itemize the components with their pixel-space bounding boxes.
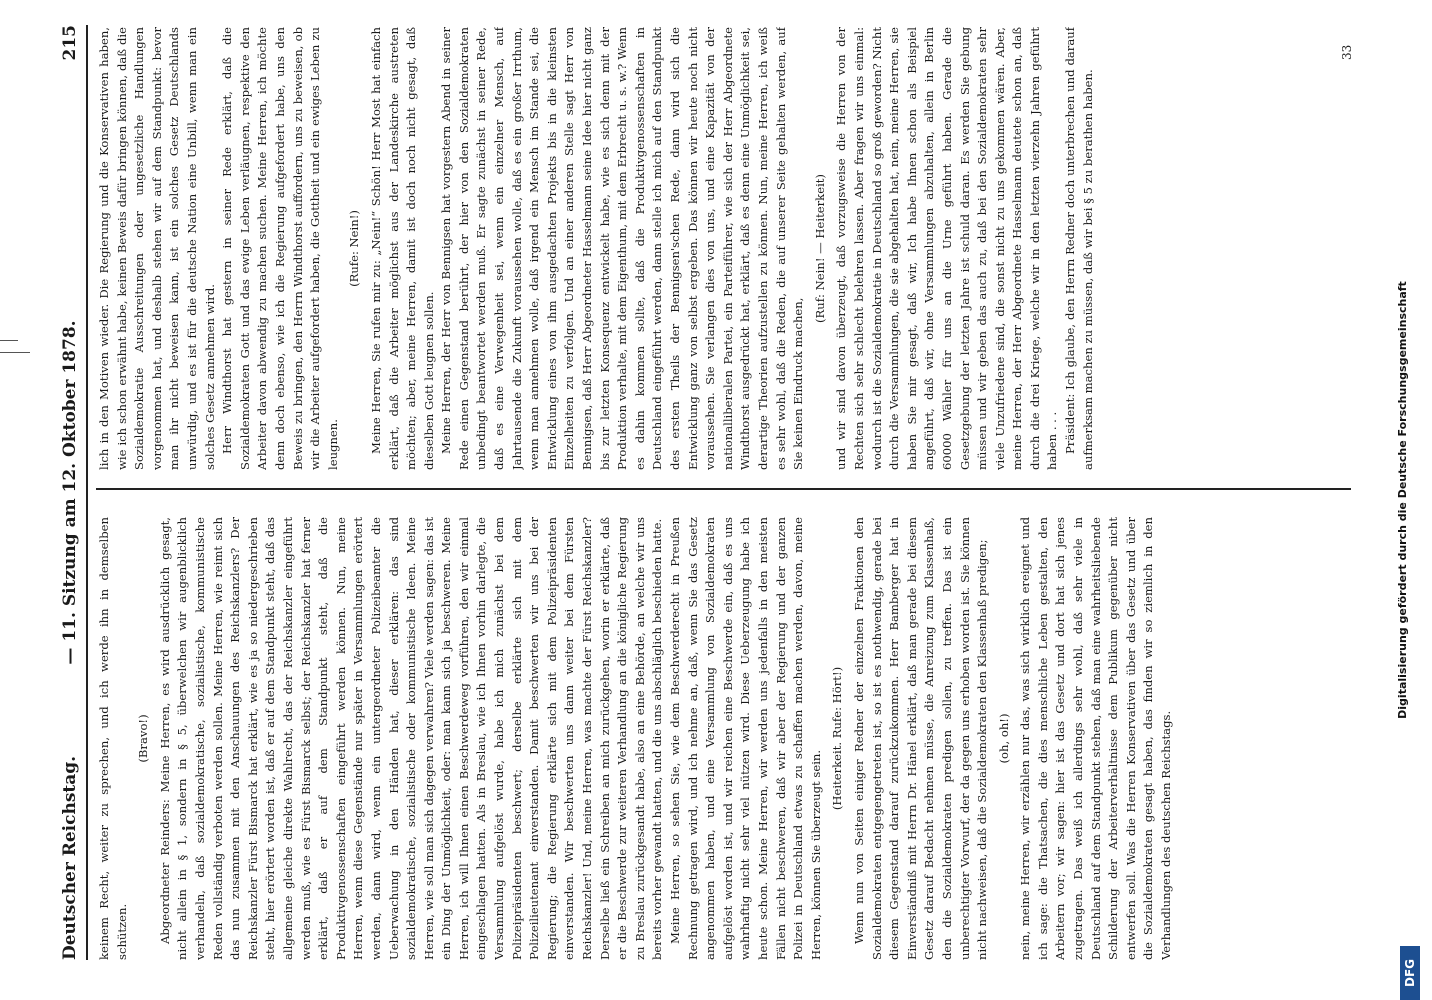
column-divider [96, 488, 1351, 490]
dfg-logo: DFG [1400, 946, 1420, 1000]
paragraph: keinem Recht, weiter zu sprechen, und ich werde ihn in demselben schützen. [97, 517, 129, 960]
signature-mark: 33 [1340, 44, 1354, 60]
digitization-notice [1388, 0, 1418, 1000]
paragraph: lich in den Motiven wieder. Die Regierung und die Konservativen haben, wie ich schon erwähnt habe, keinen Beweis dafür bringen können, daß die Sozialdemokratie Ausschreitungen oder ungesetzliche Handlungen vorgenommen hat, und deshalb stehen wir auf dem Standpunkt: bevor man ihr nicht beweisen kann, ist ein solches Gesetz Deutschlands unwürdig, und es ist für die deutsche Nation eine Unbill, wenn man ein solches Gesetz annehmen wird. [97, 27, 217, 470]
running-head-session: — 11. Sitzung am 12. Oktober 1878. [60, 320, 80, 665]
interjection: (oh, oh!) [996, 713, 1011, 764]
interjection: (Heiterkeit. Rufe: Hört!) [830, 666, 845, 811]
page-number: 215 [60, 25, 80, 61]
paragraph: Wenn nun von Seiten einiger Redner der einzelnen Fraktionen den Sozialdemokraten entgegengetreten ist, so ist es nothwendig, gerade bei diesem Gegenstand darauf zurückzukommen. Herr Bamberger hat in Einverständniß mit Herrn Dr. Hänel erklärt, daß man gerade bei diesem Gesetz darauf Bedacht nehmen müsse, die Anreizung zum Klassenhaß, den die Sozialdemokraten predigen sollen, zu treffen. Das ist ein unberechtigter Vorwurf, der da gegen uns erhoben worden ist. Sie können nicht nachweisen, daß die Sozialdemokraten den Klassenhaß predigen; [851, 517, 990, 960]
page-header [52, 25, 88, 960]
interjection: (Rufe: Nein!) [347, 210, 362, 287]
interjection: (Bravo!) [136, 714, 151, 763]
paragraph: Meine Herren, der Herr von Bennigsen hat vorgestern Abend in seiner Rede einen Gegenstand berührt, der hier von den Sozialdemokraten unbedingt beantwortet werden muß. Er sagte zunächst in seiner Rede, daß es eine Verwegenheit sei, wenn ein einzelner Mensch, auf Jahrtausende die Zukunft voraussehen wolle, daß es ein großer Irrthum, wenn man annehmen wolle, daß irgend ein Mensch im Stande sei, die Entwicklung eines von ihm ausgedachten Projekts bis in die kleinsten Einzelheiten zu verfolgen. Und an einer anderen Stelle sagt Herr von Bennigsen, daß Herr Abgeordneter Hasselmann seine Idee hier nicht ganz bis zur letzten Konsequenz entwickelt habe, wie es sich denn mit der Produktion verhalte, mit dem Eigenthum, mit dem Erbrecht u. s. w.? Wenn es dahin kommen sollte, daß die Produktivgenossenschaften in Deutschland eingeführt werden, dann stelle ich mich auf den Standpunkt des ersten Theils der Bennigsen'schen Rede, dann wird sich die Entwicklung ganz von selbst ergeben. Das können wir heute noch nicht voraussehen. Sie verlangen dies von uns, und eine Kapazität von der nationalliberalen Partei, ein Parteiführer, wie sich der Herr Abgeordnete Windthorst ausgedrückt hat, erklärt, daß es denn eine Unmöglichkeit sei, derartige Theorien aufzustellen zu können. Nun, meine Herren, ich weiß es sehr wohl, daß die Reden, die auf unserer Seite gehalten werden, auf Sie keinen Eindruck machen, [439, 27, 806, 470]
scan-edge-mark [0, 340, 18, 341]
scan-edge-mark [0, 352, 30, 353]
text-column-left [96, 517, 1351, 960]
paragraph: Abgeordneter Reinders: Meine Herren, es wird ausdrücklich gesagt, nicht allein in § 1, sondern in § 5, überwelchen wir augenblicklich verhandeln, daß sozialdemokratische, sozialistische, kommunistische Reden vollständig verboten werden sollen. Meine Herren, wie reimt sich das nun zusammen mit den Anschauungen des Reichskanzlers? Der Reichskanzler Fürst Bismarck hat erklärt, wie es ja so niedergeschrieben steht, hier erörtert worden ist, daß er auf dem Standpunkt steht, daß das allgemeine gleiche direkte Wahlrecht, das der Reichskanzler eingeführt werden muß, wie es Fürst Bismarck selbst; der Reichskanzler hat ferner erklärt, daß er auf dem Standpunkt steht, daß die Produktivgenossenschaften eingeführt werden können. Nun, meine Herren, wenn diese Gegenstände nur später in Versammlungen erörtert werden, dann wird, wenn ein untergeordneter Polizeibeamter die Ueberwachung in den Händen hat, dieser erklären: das sind sozialdemokratische, sozialistische oder kommunistische Ideen. Meine Herren, wie soll man sich dagegen verwahren? Viele werden sagen: das ist ein Ding der Unmöglichkeit, oder: man kann sich ja beschweren. Meine Herren, ich will Ihnen einen Beschwerdeweg vorführen, den wir einmal eingeschlagen hatten. Als in Breslau, wie ich Ihnen vorhin darlegte, die Versammlung aufgelöst wurde, habe ich mich zunächst bei dem Polizeipräsidenten beschwert; derselbe erklärte sich mit dem Polizeilieutenant einverstanden. Damit beschwerten wir uns bei der Regierung; die Regierung erklärte sich mit dem Polizeipräsidenten einverstanden. Wir beschwerten uns dann weiter bei dem Fürsten Reichskanzler! Und, meine Herren, was machte der Fürst Reichskanzler? Derselbe ließ ein Schreiben an mich zurückgehen, worin er erklärte, daß er die Beschwerde zur weiteren Verhandlung an die königliche Regierung zu Breslau zurückgesandt habe, also an eine Behörde, an welche wir uns bereits vorher gewandt hatten, und die uns abschläglich beschieden hatte. [157, 517, 665, 960]
digitization-notice-text: Digitalisierung gefördert durch die Deutsche Forschungsgemeinschaft [1396, 281, 1409, 719]
running-head-title: Deutscher Reichstag. [60, 755, 80, 960]
paragraph: Meine Herren, Sie rufen mir zu: „Nein!“ Schön! Herr Most hat einfach erklärt, daß die Arbeiter möglichst aus der Landeskirche austreten möchten; aber, meine Herren, damit ist doch noch nicht gesagt, daß dieselben Gott leugnen sollen. [368, 27, 436, 470]
paragraph: nein, meine Herren, wir erzählen nur das, was sich wirklich ereignet und ich sage: die Thatsachen, die dies menschliche Leben gestalten, den Arbeitern vor; wir sagen: hier ist das Gesetz und dort hat sich jenes zugetragen. Das weiß ich allerdings sehr wohl, daß sehr viele in Deutschland auf dem Standpunkt stehen, daß man eine wahrheitsliebende Schilderung der Arbeiterverhältnisse dem Publikum gegenüber nicht entwerfen soll. Was die Herren Konservativen über das Gesetz und über die Sozialdemokraten gesagt haben, das finden wir so ziemlich in den Verhandlungen des deutschen Reichstags. [1018, 517, 1174, 960]
interjection: (Ruf: Nein! — Heiterkeit) [812, 174, 827, 323]
paragraph: Präsident: Ich glaube, den Herrn Redner doch unterbrechen und darauf aufmerksam machen zu müssen, daß wir bei § 5 zu berathen haben. [1063, 27, 1095, 470]
text-column-right [96, 27, 1351, 470]
paragraph: Meine Herren, so sehen Sie, wie dem Beschwerderecht in Preußen Rechnung getragen wird, und ich nehme an, daß, wenn Sie das Gesetz angenommen haben, und eine Versammlung von Sozialdemokraten aufgelöst worden ist, und wir reichen eine Beschwerde ein, daß es uns wahrhaftig nicht sehr viel nützen wird. Diese Ueberzeugung habe ich heute schon. Meine Herren, wir werden uns jedenfalls in den meisten Fällen nicht beschweren, daß wir aber der Regierung und der ganzen Polizei in Deutschland etwas zu schaffen machen werden, davon, meine Herren, können Sie überzeugt sein. [668, 517, 823, 960]
paragraph: und wir sind davon überzeugt, daß vorzugsweise die Herren von der Rechten sich sehr schlecht belehren lassen. Aber fragen wir uns einmal: wodurch ist die Sozialdemokratie in Deutschland so groß geworden? Nicht durch die Versammlungen, die sie abgehalten hat, nein, meine Herren, sie haben Sie mir gesagt, daß wir, Ich habe Ihnen schon als Beispiel angeführt, daß wir, ohne Versammlungen abzuhalten, allein in Berlin 60000 Wähler für uns an die Urne geführt haben. Gerade die Gesetzgebung der letzten Jahre ist schuld daran. Es werden Sie gebung müssen und wir geben das auch zu, daß bei den Sozialdemokraten sehr viele Unzufriedene sind, die sonst nicht zu uns gekommen wären. Aber, meine Herren, der Herr Abgeordnete Hasselmann deutete schon an, daß durch die drei Kriege, welche wir in den letzten vierzehn Jahren geführt haben . . . [834, 27, 1060, 470]
paragraph: Herr Windthorst hat gestern in seiner Rede erklärt, daß die Sozialdemokraten Gott und das ewige Leben verläugnen, respektive den Arbeiter davon abwendig zu machen suchen. Meine Herren, ich möchte denn doch ebenso, wie ich die Regierung aufgefordert habe, uns den Beweis zu bringen, den Herrn Windthorst auffordern, uns zu beweisen, ob wir die Arbeiter aufgefordert haben, die Gottheit und ein ewiges Leben zu leugnen. [220, 27, 340, 470]
